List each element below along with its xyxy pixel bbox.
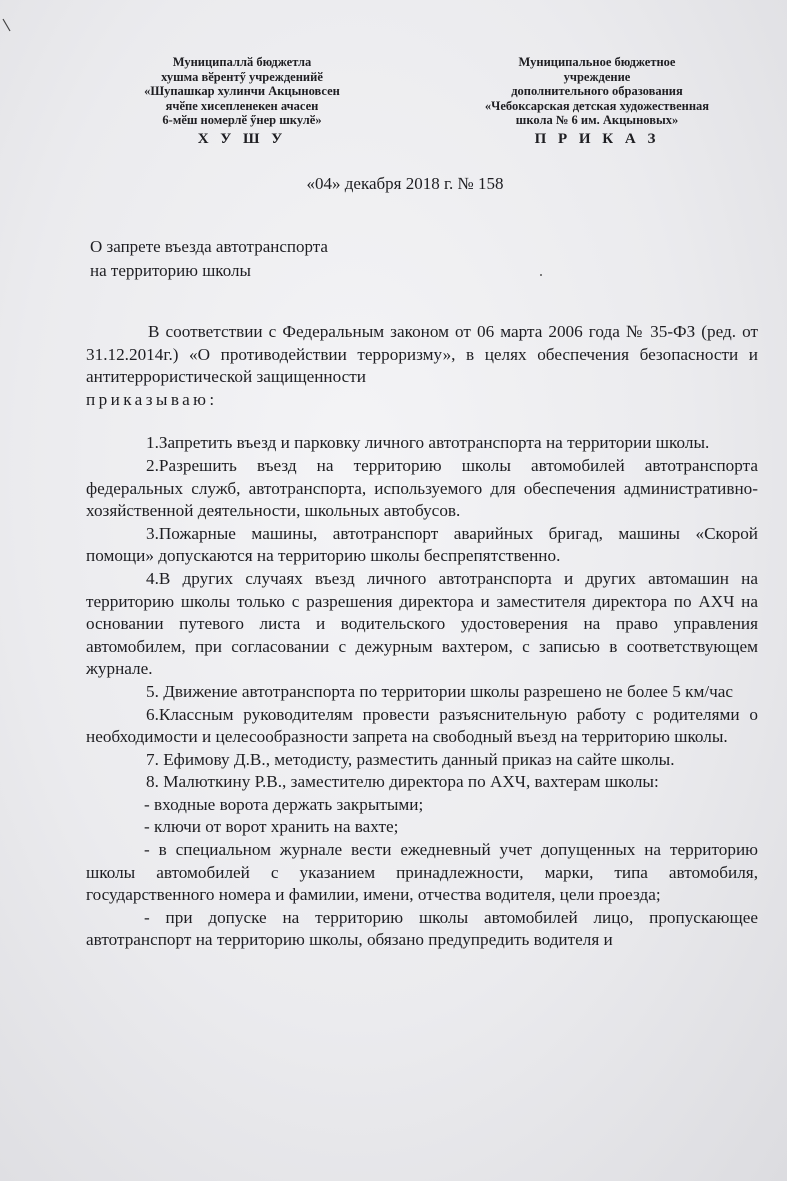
order-subject [90,235,328,283]
order-item: 1.Запретить въезд и парковку личного автотранспорта на территории школы. [146,433,710,453]
order-item: 8. Малюткину Р.В., заместителю директора по АХЧ, вахтерам школы: [146,772,659,792]
header-right-title: П Р И К А З [534,130,660,147]
header-right-line: учреждение [563,69,631,84]
header-right-line: Муниципальное бюджетное [518,55,676,69]
order-item: 4.В других случаях въезд личного автотранспорта и других автомашин на территорию школы только с разрешения директора и заместителя директора по АХЧ на основании путевого листа и водительского удостоверения на право управления автомобилем, при согласовании с дежурным вахтером, с записью в соответствующем журнале. [86,568,758,679]
order-date-number: «04» декабря 2018 г. № 158 [306,174,504,193]
header-right-line: «Чебоксарская детская художественная [484,98,710,113]
order-item: 2.Разрешить въезд на территорию школы автомобилей автотранспорта федеральных служб, автотранспорта, используемого для обеспечения административно-хозяйственной деятельности, школьных автобусов. [86,455,758,521]
header-left-title: Х У Ш У [197,130,287,147]
order-sub-item: - в специальном журнале вести ежедневный учет допущенных на территорию школы автомобилей с указанием принадлежности, марки, типа автомобиля, государственного номера и фамилии, имени, отчества водителя, цели проезда; [86,840,758,905]
order-sub-item: - ключи от ворот хранить на вахте; [144,817,399,837]
preamble: В соответствии с Федеральным законом от 06 марта 2006 года № 35-ФЗ (ред. от 31.12.2014г.) «О противодействии терроризму», в целях обеспечения безопасности и антитеррористической защищенности [86,322,758,387]
stray-dot [540,274,542,276]
order-item: 6.Классным руководителям провести разъяснительную работу с родителями о необходимости и целесообразности запрета на свободный въезд на территорию школы. [86,704,758,747]
header-left-line: Муниципаллӑ бюджетла [172,55,312,69]
order-sub-item: - при допуске на территорию школы автомобилей лицо, пропускающее автотранспорт на территорию школы, обязано предупредить водителя и [86,907,758,950]
header-left-line: ячӗпе хисепленекен ачасен [165,98,319,113]
header-right-line: дополнительного образования [511,84,683,98]
header-right-line: школа № 6 им. Акцыновых» [515,113,679,127]
order-sub-item: - входные ворота держать закрытыми; [144,794,424,814]
corner-mark [2,18,12,32]
order-item: 7. Ефимову Д.В., методисту, разместить данный приказ на сайте школы. [146,749,675,769]
subject-line: О запрете въезда автотранспорта [90,237,328,256]
header-left-line: хушма вӗрентӳ учрежденийӗ [161,69,323,84]
order-body [86,321,758,952]
order-item: 5. Движение автотранспорта по территории школы разрешено не более 5 км/час [146,681,733,701]
header-left-chuvash [112,55,372,146]
order-item: 3.Пожарные машины, автотранспорт аварийных бригад, машины «Скорой помощи» допускаются на территорию школы беспрепятственно. [86,523,758,566]
header-left-line: «Шупашкар хулинчи Акцыновсен [144,84,340,98]
header-right-russian [462,55,732,146]
order-word: приказываю: [86,389,218,409]
subject-line: на территорию школы [90,261,251,280]
header-left-line: 6-мӗш номерлӗ ӳнер шкулӗ» [162,113,322,127]
